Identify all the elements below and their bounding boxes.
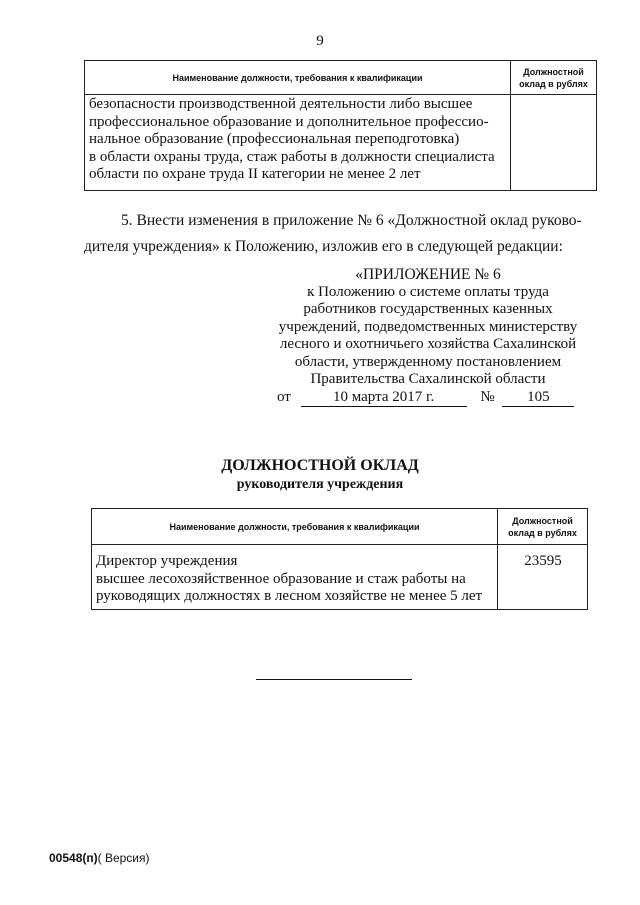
appendix-line: Правительства Сахалинской области — [310, 371, 546, 387]
date-prefix: от — [277, 388, 291, 405]
salary-table — [91, 508, 588, 610]
appendix-line: к Положению о системе оплаты труда — [307, 283, 549, 300]
approval-date: 10 марта 2017 г. — [301, 389, 467, 408]
separator-line — [256, 679, 412, 680]
appendix-line: работников государственных казенных — [303, 301, 553, 317]
column-header-position: Наименование должности, требования к квалификации — [92, 509, 498, 545]
appendix-line: области, утвержденному постановлением — [294, 353, 562, 370]
position-cell — [92, 545, 498, 610]
appendix-heading: «ПРИЛОЖЕНИЕ № 6 — [355, 266, 501, 283]
footer-document-code — [49, 851, 150, 865]
approval-number: 105 — [502, 389, 574, 408]
page-number: 9 — [316, 33, 324, 49]
appendix-line: учреждений, подведомственных министерству — [278, 318, 578, 335]
salary-value: 23595 — [498, 545, 588, 610]
paragraph-line: дителя учреждения» к Положению, изложив его в следующей редакции: — [84, 238, 563, 255]
version-label: ( Версия) — [97, 851, 150, 865]
qualification-requirements-cell — [85, 95, 511, 191]
column-header-salary: Должностной оклад в рублях — [498, 509, 588, 545]
document-subtitle: руководителя учреждения — [236, 477, 404, 492]
text-line: нальное образование (профессиональная переподготовка) — [89, 131, 460, 147]
column-header-salary: Должностной оклад в рублях — [511, 61, 597, 95]
approval-date-line — [277, 389, 594, 408]
appendix-line: лесного и охотничьего хозяйства Сахалинской — [279, 336, 577, 352]
document-title: ДОЛЖНОСТНОЙ ОКЛАД — [221, 457, 419, 474]
requirement-line: высшее лесохозяйственное образование и стаж работы на — [96, 570, 466, 587]
requirement-line: руководящих должностях в лесном хозяйстве не менее 5 лет — [96, 588, 483, 604]
column-header-position: Наименование должности, требования к квалификации — [85, 61, 511, 95]
position-name: Директор учреждения — [96, 553, 238, 569]
number-prefix: № — [480, 388, 495, 405]
text-line: в области охраны труда, стаж работы в должности специалиста — [89, 148, 495, 165]
qualification-table-continued — [84, 60, 597, 191]
text-line: профессиональное образование и дополнительное профессио- — [89, 113, 489, 130]
appendix-header-block — [262, 266, 594, 407]
doc-code: 00548(п) — [49, 851, 98, 865]
text-line: безопасности производственной деятельности либо высшее — [89, 96, 473, 112]
paragraph-line: 5. Внести изменения в приложение № 6 «Должностной оклад руково- — [121, 212, 582, 229]
text-line: области по охране труда II категории не менее 2 лет — [89, 166, 421, 182]
salary-cell — [511, 95, 597, 191]
